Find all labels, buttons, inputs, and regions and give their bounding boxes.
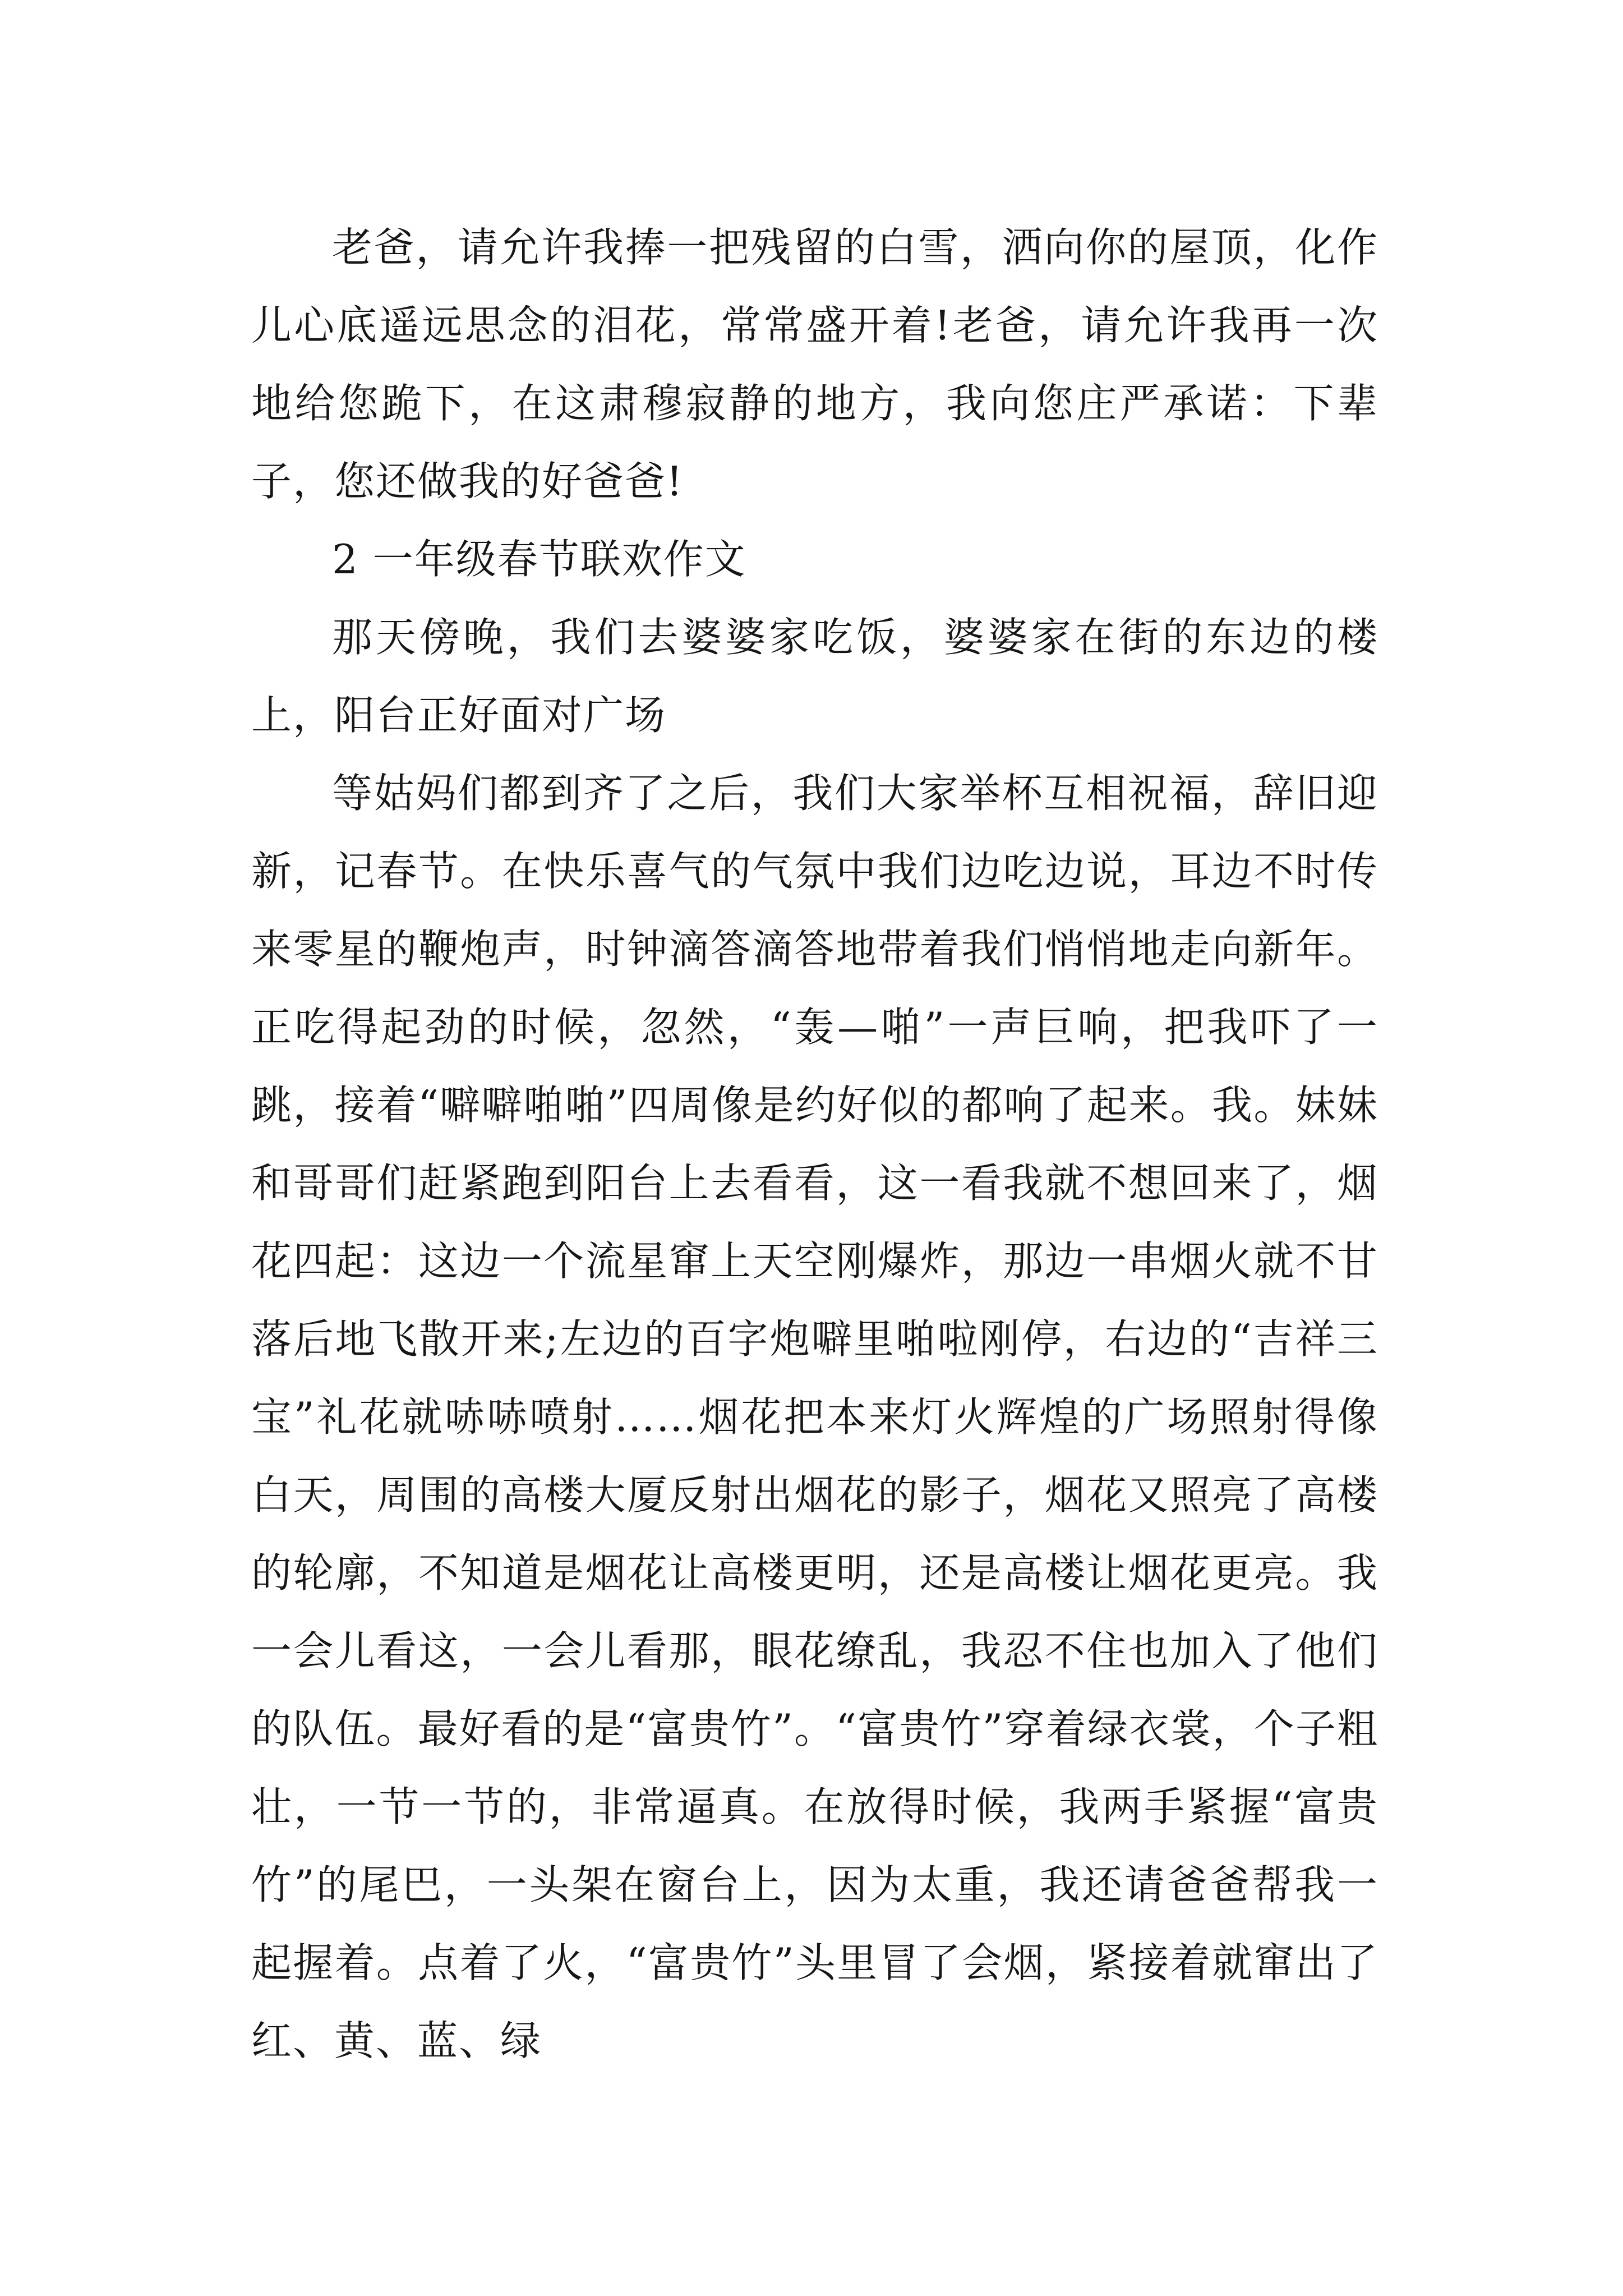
paragraph-fireworks: 等姑妈们都到齐了之后，我们大家举杯互相祝福，辞旧迎新，记春节。在快乐喜气的气氛中我们边吃边说，耳边不时传来零星的鞭炮声，时钟滴答滴答地带着我们悄悄地走向新年。正吃得起劲的时候，忽然，“轰—啪”一声巨响，把我吓了一跳，接着“噼噼啪啪”四周像是约好似的都响了起来。我。妹妹和哥哥们赶紧跑到阳台上去看看，这一看我就不想回来了，烟花四起：这边一个流星窜上天空刚爆炸，那边一串烟火就不甘落后地飞散开来;左边的百字炮噼里啪啦刚停，右边的“吉祥三宝”礼花就哧哧喷射……烟花把本来灯火辉煌的广场照射得像白天，周围的高楼大厦反射出烟花的影子，烟花又照亮了高楼的轮廓，不知道是烟花让高楼更明，还是高楼让烟花更亮。我一会儿看这，一会儿看那，眼花缭乱，我忍不住也加入了他们的队伍。最好看的是“富贵竹”。“富贵竹”穿着绿衣裳，个子粗壮，一节一节的，非常逼真。在放得时候，我两手紧握“富贵竹”的尾巴，一头架在窗台上，因为太重，我还请爸爸帮我一起握着。点着了火，“富贵竹”头里冒了会烟，紧接着就窜出了红、黄、蓝、绿 xyxy=(251,770,1378,2064)
paragraph-evening: 那天傍晚，我们去婆婆家吃饭，婆婆家在街的东边的楼上，阳台正好面对广场 xyxy=(251,614,1378,739)
paragraph-farewell: 老爸，请允许我捧一把残留的白雪，洒向你的屋顶，化作儿心底遥远思念的泪花，常常盛开着!老爸，请允许我再一次地给您跪下，在这肃穆寂静的地方，我向您庄严承诺：下辈子，您还做我的好爸爸! xyxy=(251,224,1378,505)
document-body xyxy=(251,209,1378,2080)
section-heading: 2 一年级春节联欢作文 xyxy=(332,536,746,583)
